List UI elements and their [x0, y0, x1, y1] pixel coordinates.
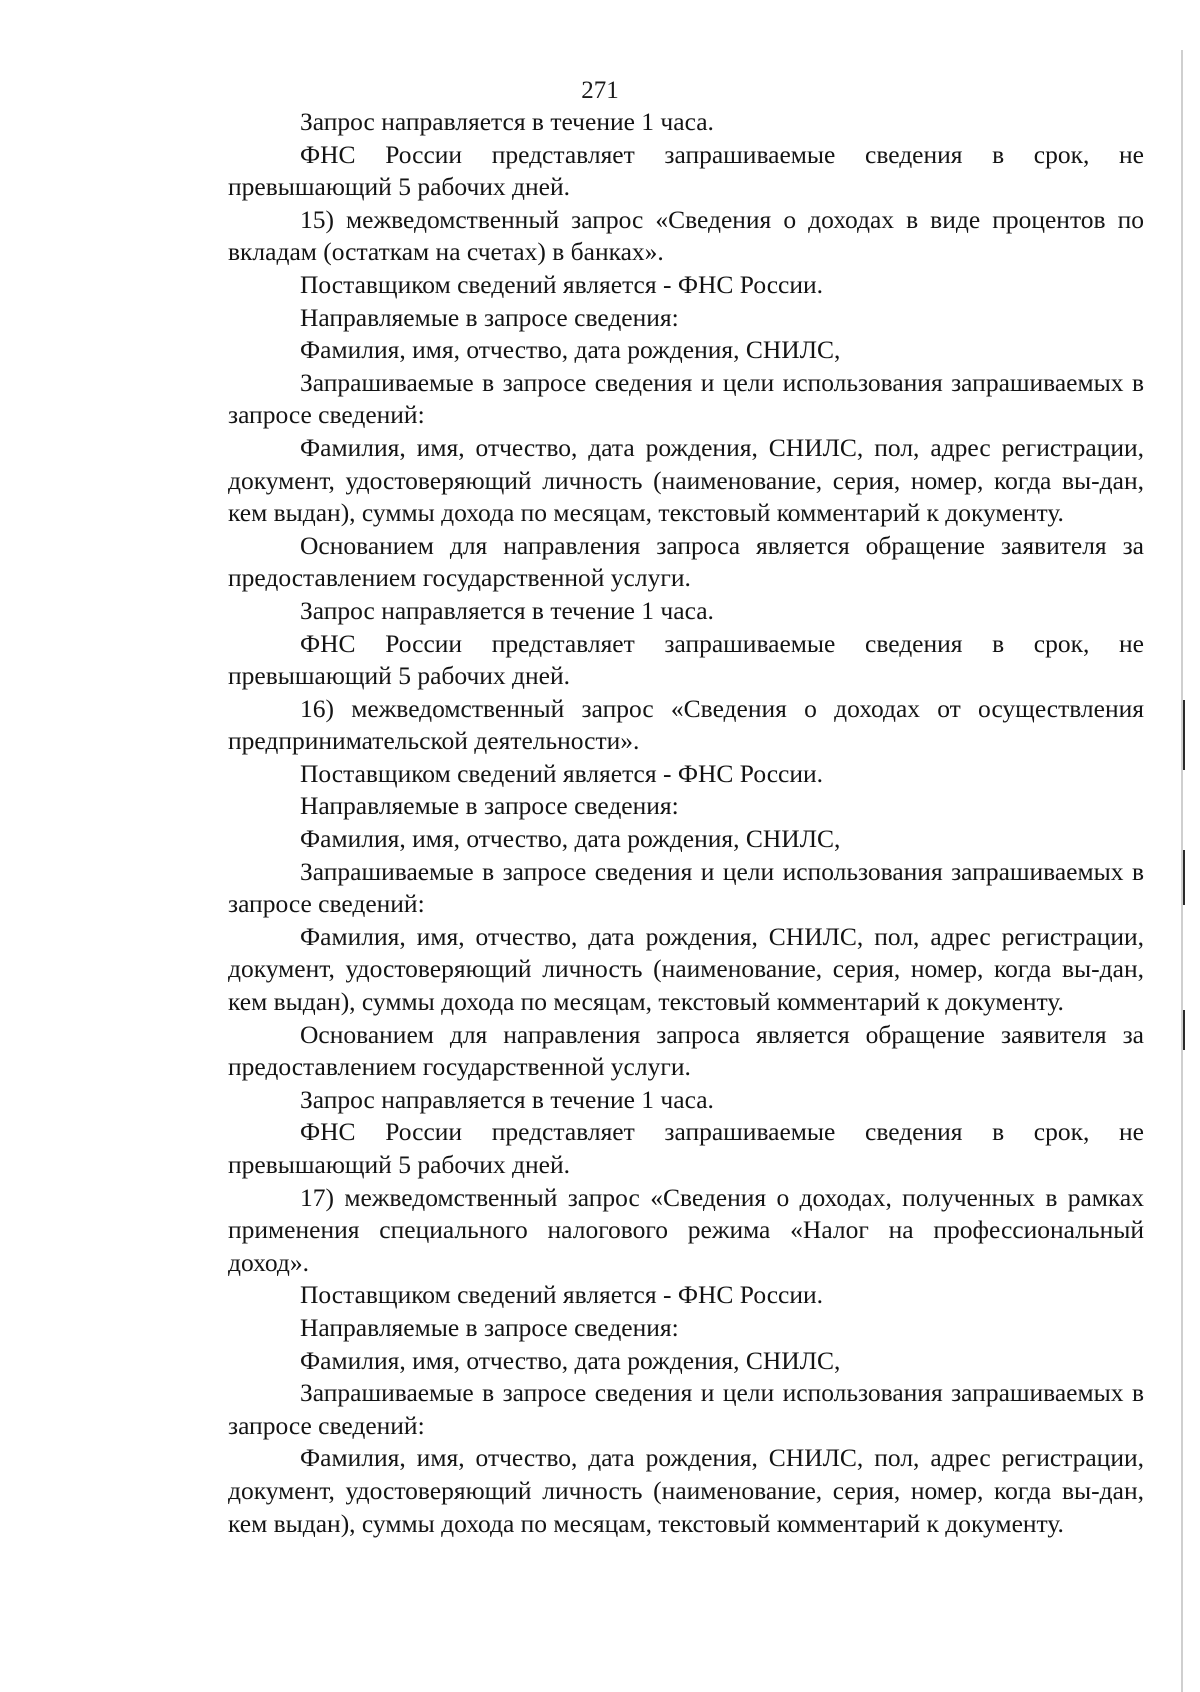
paragraph: Основанием для направления запроса является обращение заявителя за предоставлением государственной услуги.	[228, 1019, 1144, 1082]
paragraph: Направляемые в запросе сведения:	[300, 302, 679, 332]
paragraph: Фамилия, имя, отчество, дата рождения, СНИЛС, пол, адрес регистрации, документ, удостоверяющий личность (наименование, серия, номер, когда вы-дан, кем выдан), суммы дохода по месяцам, текстовый комментарий к документу.	[228, 432, 1144, 528]
paragraph: Поставщиком сведений является - ФНС России.	[300, 269, 824, 299]
paragraph: Поставщиком сведений является - ФНС России.	[300, 758, 824, 788]
paragraph: Фамилия, имя, отчество, дата рождения, СНИЛС,	[300, 335, 841, 365]
page-number: 271	[581, 77, 619, 104]
paragraph: 16) межведомственный запрос «Сведения о доходах от осуществления предпринимательской деятельности».	[228, 693, 1144, 756]
paragraph: Запрашиваемые в запросе сведения и цели использования запрашиваемых в запросе сведений:	[228, 856, 1144, 919]
paragraph: Фамилия, имя, отчество, дата рождения, СНИЛС,	[300, 1345, 841, 1375]
scan-edge-mark	[1183, 1010, 1185, 1050]
paragraph: Основанием для направления запроса является обращение заявителя за предоставлением государственной услуги.	[228, 530, 1144, 593]
paragraph: 15) межведомственный запрос «Сведения о доходах в виде процентов по вкладам (остаткам на счетах) в банках».	[228, 204, 1144, 267]
document-body	[228, 106, 1144, 1540]
paragraph: Направляемые в запросе сведения:	[300, 791, 679, 821]
paragraph: ФНС России представляет запрашиваемые сведения в срок, не превышающий 5 рабочих дней.	[228, 628, 1144, 691]
paragraph: Запрашиваемые в запросе сведения и цели использования запрашиваемых в запросе сведений:	[228, 1378, 1144, 1440]
paragraph: Запрашиваемые в запросе сведения и цели использования запрашиваемых в запросе сведений:	[228, 367, 1144, 430]
paragraph: ФНС России представляет запрашиваемые сведения в срок, не превышающий 5 рабочих дней.	[228, 139, 1144, 202]
paragraph: Направляемые в запросе сведения:	[300, 1312, 679, 1342]
paragraph: 17) межведомственный запрос «Сведения о доходах, полученных в рамках применения специального налогового режима «Налог на профессиональный доход».	[228, 1182, 1144, 1277]
scan-edge-mark	[1183, 700, 1185, 770]
paragraph: Фамилия, имя, отчество, дата рождения, СНИЛС, пол, адрес регистрации, документ, удостоверяющий личность (наименование, серия, номер, когда вы-дан, кем выдан), суммы дохода по месяцам, текстовый комментарий к документу.	[228, 921, 1144, 1017]
paragraph: Запрос направляется в течение 1 часа.	[300, 595, 714, 625]
paragraph: Фамилия, имя, отчество, дата рождения, СНИЛС, пол, адрес регистрации, документ, удостоверяющий личность (наименование, серия, номер, когда вы-дан, кем выдан), суммы дохода по месяцам, текстовый комментарий к документу.	[228, 1443, 1144, 1538]
paragraph: Запрос направляется в течение 1 часа.	[300, 107, 714, 136]
paragraph: Фамилия, имя, отчество, дата рождения, СНИЛС,	[300, 824, 841, 854]
paragraph: Поставщиком сведений является - ФНС России.	[300, 1280, 824, 1310]
paragraph: Запрос направляется в течение 1 часа.	[300, 1084, 714, 1114]
scan-edge-mark	[1183, 850, 1185, 905]
paragraph: ФНС России представляет запрашиваемые сведения в срок, не превышающий 5 рабочих дней.	[228, 1117, 1144, 1179]
